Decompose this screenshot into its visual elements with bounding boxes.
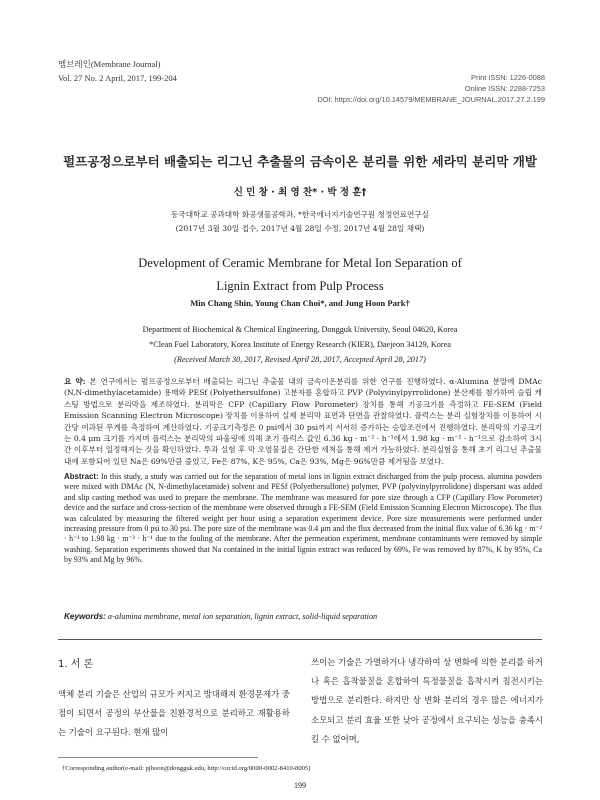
english-title-line2: Lignin Extract from Pulp Process [216, 279, 384, 293]
korean-affiliation-block [0, 208, 600, 236]
issn-block [317, 72, 545, 105]
doi-link[interactable]: DOI: https://doi.org/10.14579/MEMBRANE_JOURNAL.2017.27.2.199 [317, 95, 545, 104]
english-affiliation-1: Department of Biochemical & Chemical Engineering, Dongguk University, Seoul 04620, Korea [142, 325, 458, 334]
english-affiliation-block [0, 322, 600, 367]
korean-abstract-text: 본 연구에서는 펄프공정으로부터 배출되는 리그닌 추출물 내의 금속이온분리를 위한 연구를 진행하였다. α-Alumina 분말에 DMAc (N,N-dimethylacetamide) 용매와 PESf (Polyethersulfone) 고분자를 혼합하고 PVP (Polyvinylpyrrolidone) 분산제를 첨가하여 슬립 캐스팅 방법으로 분리막을 제조하였다. 분리막은 CFP (Capillary Flow Porometer) 장치를 통해 기공크기를 측정하고 FE-SEM (Field Emission Scanning Electron Microscope) 장치를 이용하여 실제 분리막 표면과 단면을 관찰하였다. 플럭스는 분리 실험장치를 이용하여 시간당 여과된 무게를 측정하여 계산하였다. 기공크기측정은 0 psi에서 30 psi까지 서서히 증가하는 승압조건에서 진행하였다. 분리막의 기공크기는 0.4 μm 크기를 가지며 플럭스는 분리막의 파울링에 의해 초기 플럭스 값인 6.36 kg · m⁻² · h⁻¹에서 1.98 kg · m⁻² · h⁻¹으로 감소하여 3시간 이후부터 일정해지는 것을 확인하였다. 투과 실험 후 막 오염물질은 간단한 세척을 통해 제거 가능하였다. 분리실험을 통해 초기 리그닌 추출물 내에 포함되어 있던 Na은 69%만큼 줄었고, Fe은 87%, K은 95%, Ca은 93%, Mg은 96%만큼 제거됨을 보였다. [64, 377, 542, 466]
korean-dates: (2017년 3월 30일 접수, 2017년 4월 28일 수정, 2017년 4월 28일 채택) [175, 224, 425, 233]
print-issn: Print ISSN: 1226-0088 [471, 73, 545, 82]
english-title [0, 252, 600, 298]
keywords-label: Keywords: [64, 612, 106, 621]
english-abstract-label: Abstract: [64, 472, 99, 481]
body-left-paragraph: 액체 분리 기술은 산업의 규모가 커지고 방대해져 환경문제가 중점이 되면서 공정의 부산물을 친환경적으로 분리하고 재활용하는 기술이 요구된다. 현재 많이 [58, 689, 290, 738]
english-affiliation-2: *Clean Fuel Laboratory, Korea Institute of Energy Research (KIER), Daejeon 34129, Korea [149, 340, 451, 349]
korean-authors: 신 민 창 · 최 영 찬* · 박 정 훈† [233, 187, 367, 198]
journal-header [58, 57, 177, 85]
keywords [64, 612, 542, 621]
body-right-column [311, 653, 543, 749]
english-abstract [64, 472, 542, 566]
body-left-column [58, 685, 290, 743]
page-number: 199 [294, 781, 306, 790]
keywords-text: α-alumina membrane, metal ion separation, lignin extract, solid-liquid separation [107, 612, 378, 621]
korean-abstract-label: 요 약: [64, 377, 86, 386]
online-issn: Online ISSN: 2288-7253 [464, 84, 545, 93]
english-title-line1: Development of Ceramic Membrane for Metal Ion Separation of [138, 256, 462, 270]
body-right-paragraph: 쓰이는 기술은 가열하거나 냉각하여 상 변화에 의한 분리를 하거나 혹은 흡착물질을 혼합하여 특정물질을 흡착시켜 침전시키는 방법으로 분리한다. 하지만 상 변화 분리의 경우 많은 에너지가 소모되고 분리 효율 또한 낮아 공정에서 요구되는 성능을 충족시킬 수 없어며, [311, 657, 543, 744]
footnote-divider [58, 757, 258, 758]
korean-abstract [64, 376, 542, 467]
english-dates: (Received March 30, 2017, Revised April 28, 2017, Accepted April 28, 2017) [174, 355, 426, 364]
volume-line: Vol. 27 No. 2 April, 2017, 199-204 [58, 73, 177, 83]
footnote: †Corresponding author(e-mail: pjhoon@dongguk.edu, http://orcid.org/0000-0002-8410-8005) [62, 765, 311, 772]
journal-name: 멤브레인(Membrane Journal) [58, 59, 161, 69]
section-divider [58, 639, 542, 640]
korean-affiliation: 동국대학교 공과대학 화공생물공학과, *한국에너지기술연구원 청정연료연구실 [171, 210, 429, 219]
korean-title: 펄프공정으로부터 배출되는 리그닌 추출물의 금속이온 분리를 위한 세라믹 분리막 개발 [63, 154, 537, 169]
section-heading: 1. 서 론 [58, 659, 94, 670]
english-authors: Min Chang Shin, Young Chan Choi*, and Jung Hoon Park† [190, 298, 410, 308]
english-abstract-text: In this study, a study was carried out for the separation of metal ions in lignin extract discharged from the pulp process. alumina powders were mixed with DMAc (N, N-dimethylacetamide) solvent and PESf (Polyethersulfone) polymer, PVP (polyvinylpyrrolidone) dispersant was added and slip casting method was used to prepare the membrane. The membrane was measured for pore size through a CFP (Capillary Flow Porometer) device and the surface and cross-section of the membrane were observed through a FE-SEM (Field Emission Scanning Electron Microscope). The flux was calculated by measuring the filtered weight per hour using a separation experiment device. Pore size measurements were performed under increasing pressure from 0 psi to 30 psi. The pore size of the membrane was 0.4 μm and the flux decreased from the initial flux value of 6.36 kg · m⁻² · h⁻¹ to 1.98 kg · m⁻² · h⁻¹ due to the fouling of the membrane. After the permeation experiment, membrane contaminants were removed by simple washing. Separation experiments showed that Na contained in the initial lignin extract was reduced by 69%, Fe was removed by 87%, K by 95%, Ca by 93% and Mg by 96%. [64, 472, 542, 565]
